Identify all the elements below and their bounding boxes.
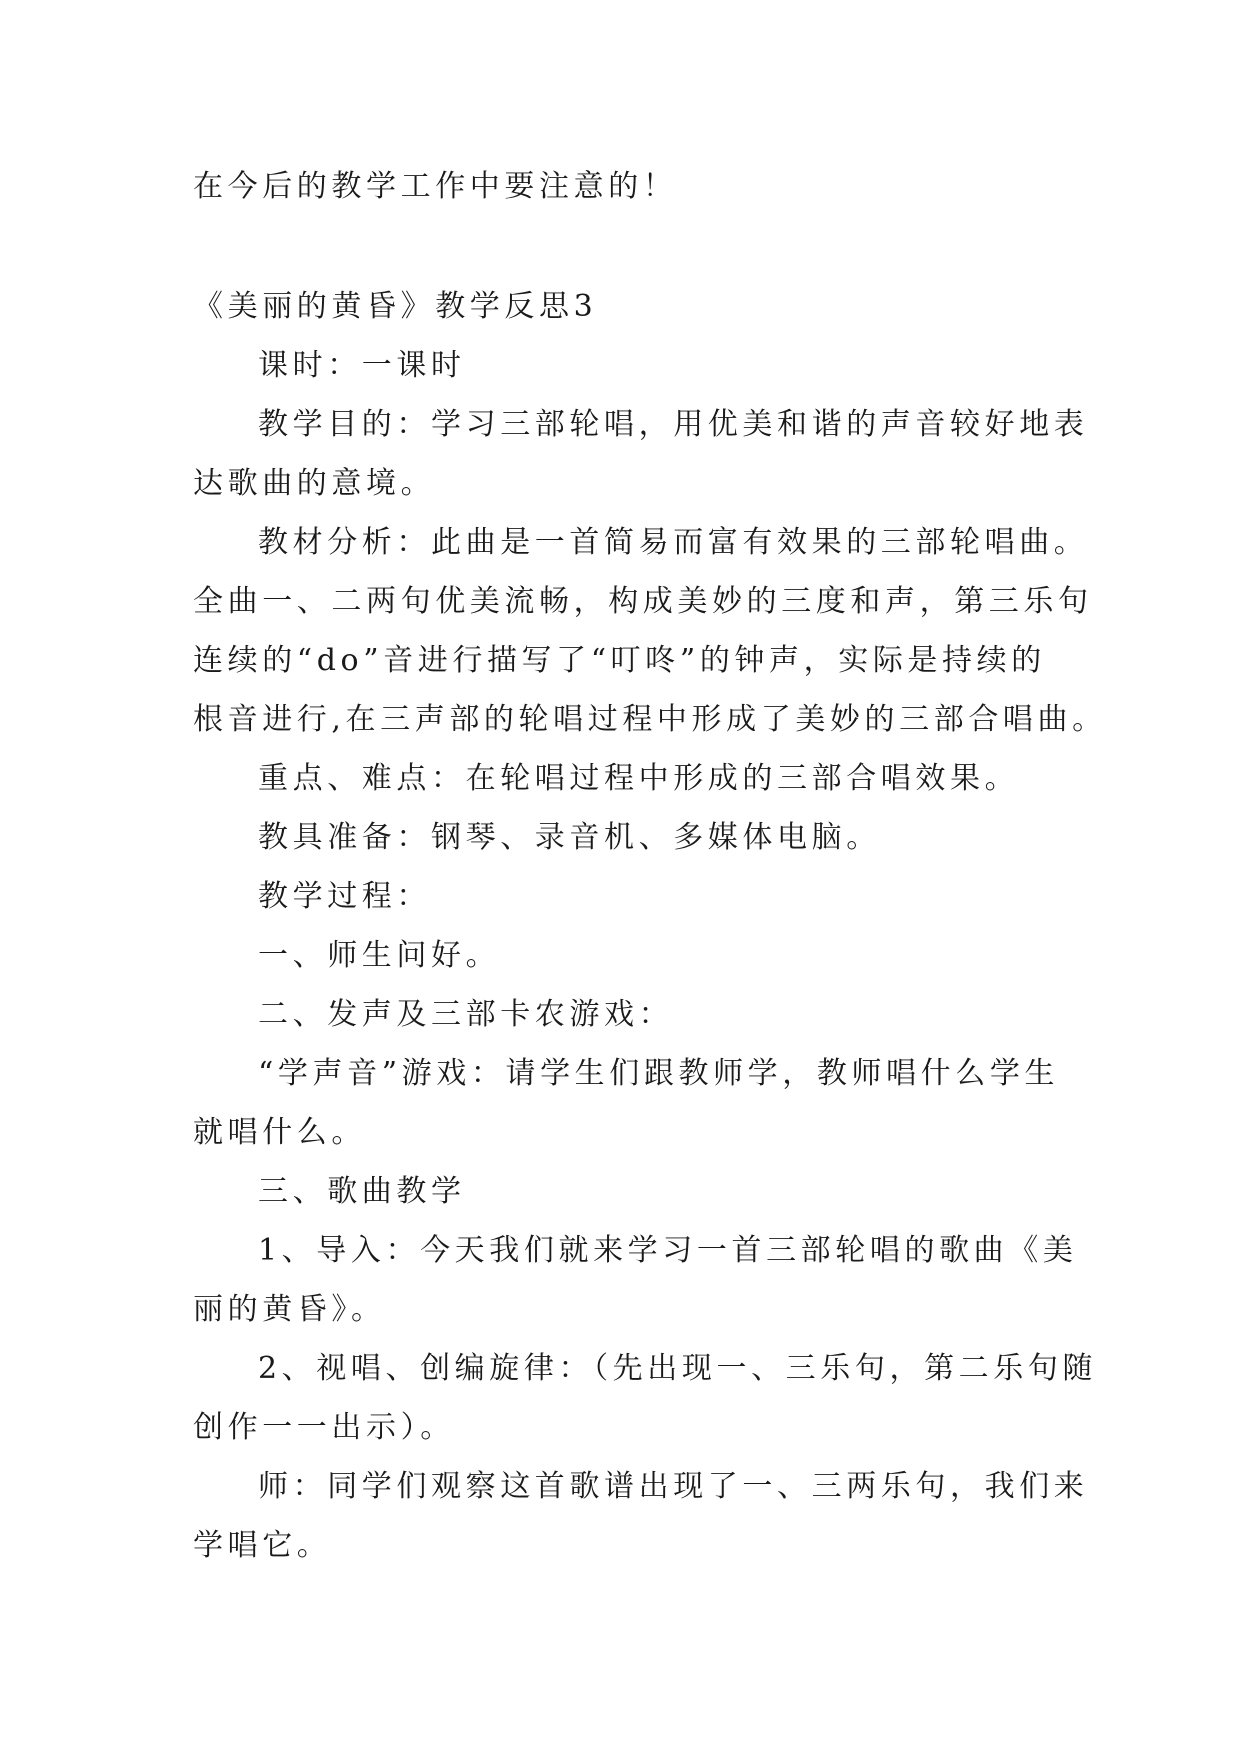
paragraph-line: “学声音”游戏：请学生们跟教师学，教师唱什么学生	[258, 1056, 1060, 1091]
paragraph-line: 全曲一、二两句优美流畅，构成美妙的三度和声，第三乐句	[193, 584, 1093, 619]
paragraph-line: 一、师生问好。	[258, 938, 501, 973]
paragraph-line: 连续的“do”音进行描写了“叮咚”的钟声，实际是持续的	[193, 643, 1046, 678]
text-line: 在今后的教学工作中要注意的！	[193, 169, 678, 204]
paragraph-line: 课时：一课时	[258, 348, 466, 383]
paragraph-line: 教材分析：此曲是一首简易而富有效果的三部轮唱曲。	[258, 525, 1089, 560]
paragraph-line: 丽的黄昏》。	[193, 1292, 386, 1327]
paragraph-line: 师：同学们观察这首歌谱出现了一、三两乐句，我们来	[258, 1469, 1089, 1504]
section-heading: 《美丽的黄昏》教学反思3	[193, 289, 598, 324]
paragraph-line: 学唱它。	[193, 1528, 332, 1563]
paragraph-line: 达歌曲的意境。	[193, 466, 436, 501]
paragraph-line: 教学过程：	[258, 879, 431, 914]
paragraph-line: 三、歌曲教学	[258, 1174, 466, 1209]
paragraph-line: 根音进行,在三声部的轮唱过程中形成了美妙的三部合唱曲。	[193, 702, 1107, 737]
paragraph-line: 重点、难点：在轮唱过程中形成的三部合唱效果。	[258, 761, 1020, 796]
paragraph-line: 1、导入：今天我们就来学习一首三部轮唱的歌曲《美	[258, 1233, 1078, 1268]
paragraph-line: 教学目的：学习三部轮唱，用优美和谐的声音较好地表	[258, 407, 1089, 442]
paragraph-line: 二、发声及三部卡农游戏：	[258, 997, 674, 1032]
paragraph-line: 2、视唱、创编旋律：（先出现一、三乐句，第二乐句随	[258, 1351, 1098, 1386]
paragraph-line: 教具准备：钢琴、录音机、多媒体电脑。	[258, 820, 881, 855]
paragraph-line: 就唱什么。	[193, 1115, 366, 1150]
paragraph-line: 创作一一出示）。	[193, 1410, 455, 1445]
